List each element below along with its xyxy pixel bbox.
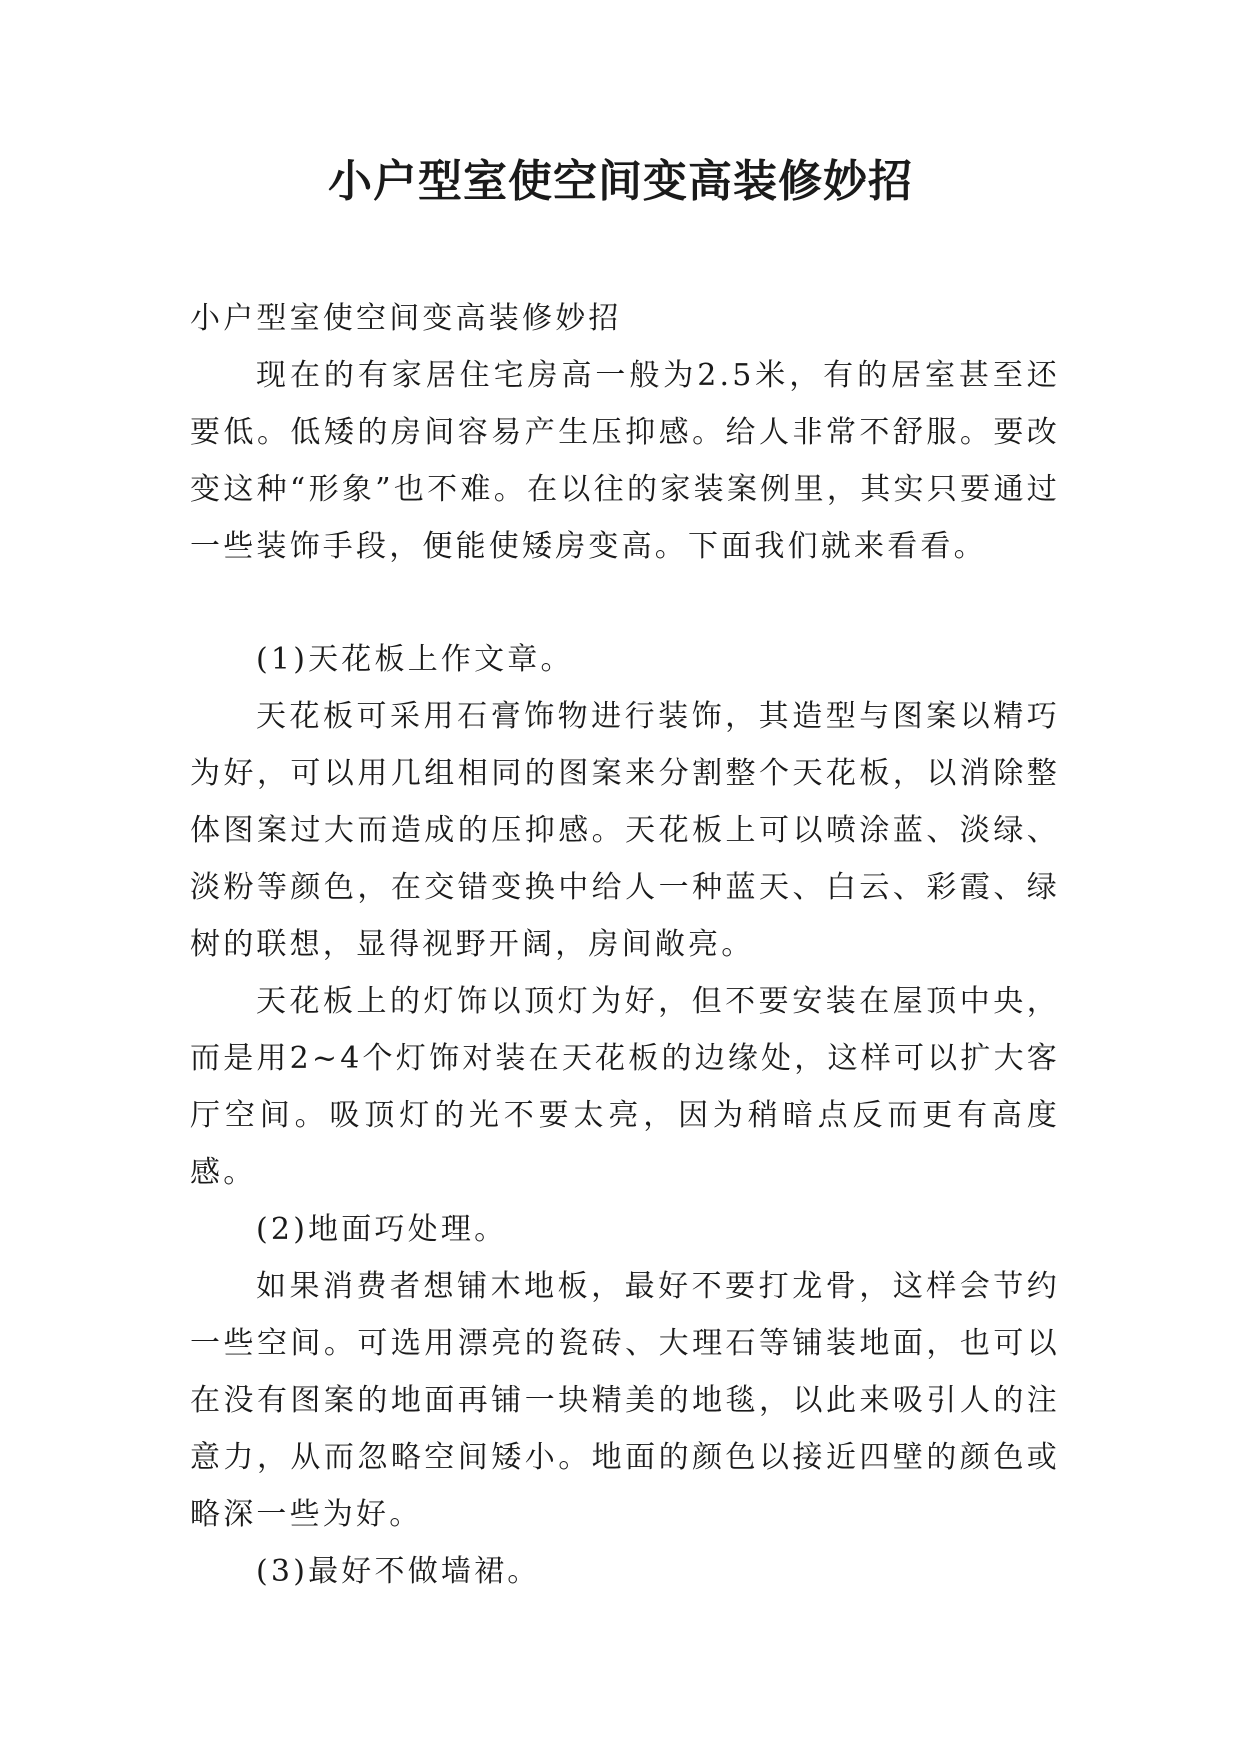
document-subtitle: 小户型室使空间变高装修妙招 <box>190 301 622 336</box>
section-heading-ceiling: (1)天花板上作文章。 <box>256 642 574 677</box>
document-title: 小户型室使空间变高装修妙招 <box>328 156 913 207</box>
document-body <box>190 290 1060 1600</box>
paragraph-floor: 如果消费者想铺木地板，最好不要打龙骨，这样会节约一些空间。可选用漂亮的瓷砖、大理石等铺装地面，也可以在没有图案的地面再铺一块精美的地毯，以此来吸引人的注意力，从而忽略空间矮小。地面的颜色以接近四壁的颜色或略深一些为好。 <box>190 1269 1060 1532</box>
section-heading-floor: (2)地面巧处理。 <box>256 1212 508 1247</box>
section-heading-wainscot: (3)最好不做墙裙。 <box>256 1554 541 1589</box>
paragraph-ceiling-decoration: 天花板可采用石膏饰物进行装饰，其造型与图案以精巧为好，可以用几组相同的图案来分割整个天花板，以消除整体图案过大而造成的压抑感。天花板上可以喷涂蓝、淡绿、淡粉等颜色，在交错变换中给人一种蓝天、白云、彩霞、绿树的联想，显得视野开阔，房间敞亮。 <box>190 699 1060 962</box>
paragraph-gap <box>190 575 1060 631</box>
paragraph-ceiling-lighting: 天花板上的灯饰以顶灯为好，但不要安装在屋顶中央，而是用2~4个灯饰对装在天花板的边缘处，这样可以扩大客厅空间。吸顶灯的光不要太亮，因为稍暗点反而更有高度感。 <box>190 984 1060 1190</box>
paragraph-intro: 现在的有家居住宅房高一般为2.5米，有的居室甚至还要低。低矮的房间容易产生压抑感。给人非常不舒服。要改变这种“形象”也不难。在以往的家装案例里，其实只要通过一些装饰手段，便能使矮房变高。下面我们就来看看。 <box>190 358 1060 564</box>
